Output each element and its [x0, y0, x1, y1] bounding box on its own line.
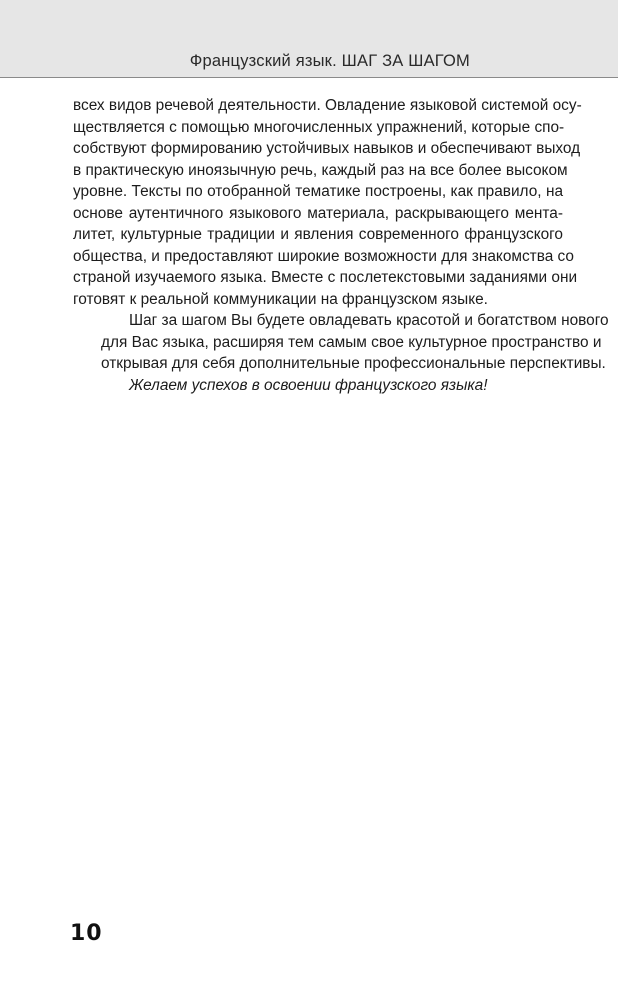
text-line: готовят к реальной коммуникации на французском языке.: [73, 290, 488, 308]
paragraph: [73, 95, 582, 310]
paragraph: [73, 310, 609, 375]
text-line: основе аутентичного языкового материала, раскрывающего мента-: [73, 204, 563, 222]
text-line: в практическую иноязычную речь, каждый раз на все более высоком: [73, 161, 568, 179]
running-header: [0, 0, 618, 78]
text-line: литет, культурные традиции и явления современного французского: [73, 226, 563, 243]
text-line: уровне. Тексты по отобранной тематике построены, как правило, на: [73, 183, 563, 200]
text-line: Желаем успехов в освоении французского языка!: [129, 376, 488, 394]
text-line: страной изучаемого языка. Вместе с послетекстовыми заданиями они: [73, 269, 578, 286]
page-number: 10: [70, 921, 103, 946]
body-text: [73, 95, 609, 396]
running-header-title: Французский язык. ШАГ ЗА ШАГОМ: [189, 52, 470, 70]
text-line: собствуют формированию устойчивых навыков и обеспечивают выход: [73, 140, 581, 157]
text-line: всех видов речевой деятельности. Овладение языковой системой осу-: [73, 97, 582, 114]
text-line: открывая для себя дополнительные профессиональные перспективы.: [101, 355, 606, 372]
closing-wish: [73, 375, 563, 397]
text-line: ществляется с помощью многочисленных упражнений, которые спо-: [73, 118, 565, 136]
text-line: Шаг за шагом Вы будете овладевать красотой и богатством нового: [129, 312, 609, 329]
text-line: общества, и предоставляют широкие возможности для знакомства со: [73, 247, 574, 265]
text-line: для Вас языка, расширяя тем самым свое культурное пространство и: [101, 333, 602, 351]
